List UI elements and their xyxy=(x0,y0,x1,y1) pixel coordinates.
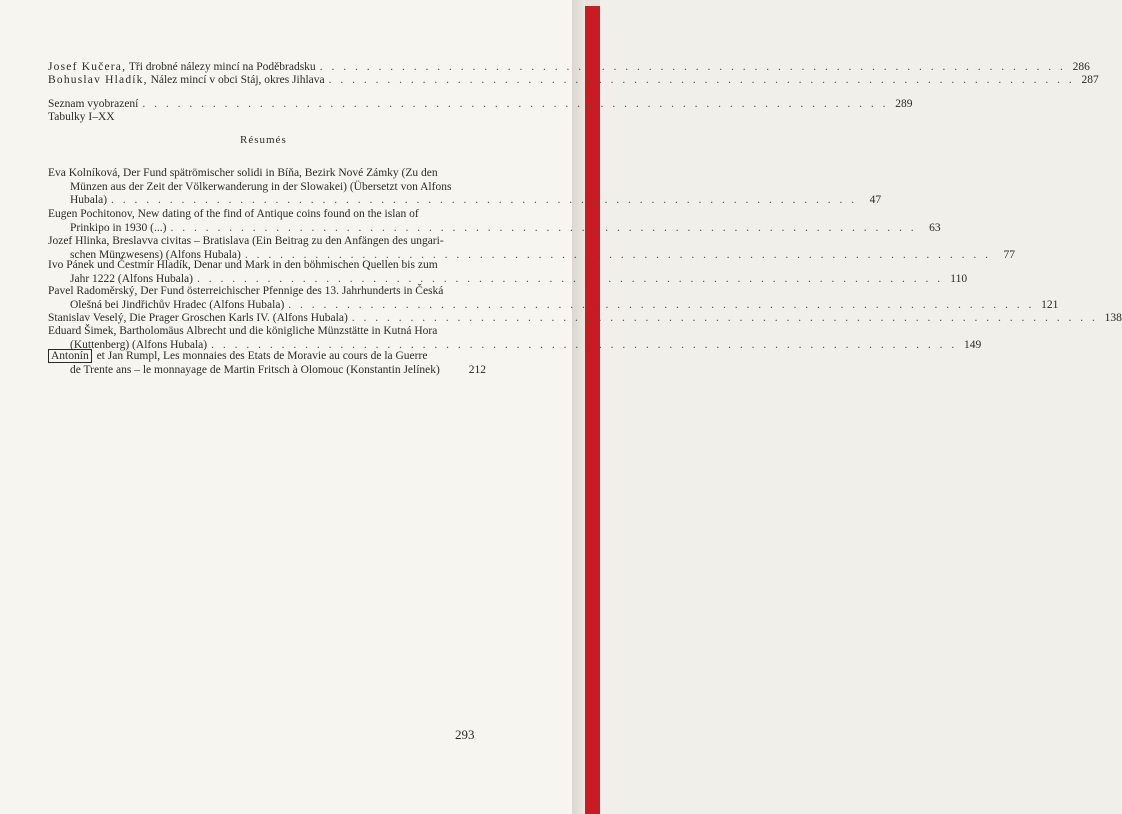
leader-dots: . . . . . . . . . . . . . . . . . . . . . . . . . . . . . . . . . . . . . . . . . . . . . . . . . . . . . . . . . . . . . . . . xyxy=(211,338,958,351)
resumes-heading: Résumés xyxy=(240,134,287,146)
entry-line: Jahr 1222 (Alfons Hubala) xyxy=(70,272,193,285)
entry-line: Prinkipo in 1930 (...) xyxy=(70,221,167,234)
page-number: 287 xyxy=(1081,74,1099,86)
resume-entry[interactable] xyxy=(48,167,882,208)
cover-edge-top xyxy=(585,0,600,6)
toc-entry[interactable] xyxy=(48,61,1090,75)
page-number: 121 xyxy=(1041,298,1059,311)
entry-line: schen Münzwesens) (Alfons Hubala) xyxy=(70,248,241,261)
page-number: 63 xyxy=(929,221,941,234)
leader-dots: . . . . . . . . . . . . . . . . . . . . . . . . . . . . . . . . . . . . . . . . . . . . . . . . . . . . . . . . . . . . . . . . xyxy=(142,98,889,110)
page-edge xyxy=(572,0,585,814)
leader-dots: . . . . . . . . . . . . . . . . . . . . . . . . . . . . . . . . . . . . . . . . . . . . . . . . . . . . . . . . . . . . . . . . xyxy=(288,298,1035,311)
entry-line: Jozef Hlinka, Breslavva civitas – Bratislava (Ein Beitrag zu den Anfängen des ungari- xyxy=(48,235,444,247)
page-number: 149 xyxy=(963,338,982,351)
entry-title: Tři drobné nálezy mincí na Poděbradsku xyxy=(126,61,316,73)
entry-line: Pavel Radoměrský, Der Fund österreichischer Pfennige des 13. Jahrhunderts in Česká xyxy=(48,285,444,297)
leader-dots: . . . . . . . . . . . . . . . . . . . . . . . . . . . . . . . . . . . . . . . . . . . . . . . . . . . . . . . . . . . . . . . . xyxy=(111,194,858,206)
leader-dots: . . . . . . . . . . . . . . . . . . . . . . . . . . . . . . . . . . . . . . . . . . . . . . . . . . . . . . . . . . . . . . . . xyxy=(319,61,1066,73)
folio-number: 293 xyxy=(455,727,475,742)
page-number: 77 xyxy=(1003,248,1015,261)
entry-line: et Jan Rumpl, Les monnaies des Etats de Moravie au cours de la Guerre xyxy=(93,350,428,362)
page-number: 286 xyxy=(1072,61,1090,73)
resume-entry[interactable] xyxy=(48,312,1122,326)
resume-entry[interactable] xyxy=(48,285,1059,312)
entry-line: Eduard Šimek, Bartholomäus Albrecht und die königliche Münzstätte in Kutná Hora xyxy=(48,325,438,337)
resume-entry[interactable] xyxy=(48,325,982,352)
entry-title: Nález mincí v obci Stáj, okres Jihlava xyxy=(147,74,325,86)
resume-entry[interactable] xyxy=(48,350,486,377)
leader-dots: . . . . . . . . . . . . . . . . . . . . . . . . . . . . . . . . . . . . . . . . . . . . . . . . . . . . . . . . . . . . . . . . xyxy=(196,272,944,285)
leader-dots: . . . . . . . . . . . . . . . . . . . . . . . . . . . . . . . . . . . . . . . . . . . . . . . . . . . . . . . . . . . . . . . . xyxy=(170,221,917,234)
page-number: 289 xyxy=(895,98,913,110)
entry-line: (Kuttenberg) (Alfons Hubala) xyxy=(70,338,208,351)
leader-dots: . . . . . . . . . . . . . . . . . . . . . . . . . . . . . . . . . . . . . . . . . . . . . . . . . . . . . . . . . . . . . . . . xyxy=(244,248,991,261)
entry-line: de Trente ans – le monnayage de Martin Fritsch à Olomouc (Konstantin Jelínek) xyxy=(70,363,440,376)
entry-author: Bohuslav Hladík, xyxy=(48,74,148,86)
leader-dots: . . . . . . . . . . . . . . . . . . . . . . . . . . . . . . . . . . . . . . . . . . . . . . . . . . . . . . . . . . . . . . . . xyxy=(351,312,1098,324)
entry-line: Eugen Pochitonov, New dating of the find of Antique coins found on the islan of xyxy=(48,208,419,220)
page-number: 110 xyxy=(950,272,968,285)
resume-entry[interactable] xyxy=(48,208,941,235)
toc-entry[interactable] xyxy=(48,74,1099,88)
resume-entry[interactable] xyxy=(48,235,1015,262)
leader-dots: . . . . . . . . . . . . . . . . . . . . . . . . . . . . . . . . . . . . . . . . . . . . . . . . . . . . . . . . . . . . . . . . xyxy=(328,74,1075,86)
page-number: 47 xyxy=(869,194,882,206)
page-number: 212 xyxy=(468,363,486,376)
entry-line: Hubala) xyxy=(70,194,108,206)
toc-entry[interactable] xyxy=(48,98,913,112)
page-number: 138 xyxy=(1104,312,1122,324)
entry-line: Olešná bei Jindřichův Hradec (Alfons Hubala) xyxy=(70,298,285,311)
cover-edge xyxy=(585,0,600,814)
boxed-author: Antonín xyxy=(48,349,92,363)
entry-line: Ivo Pánek und Čestmír Hladík, Denar und Mark in den böhmischen Quellen bis zum xyxy=(48,259,438,271)
entry-line: Münzen aus der Zeit der Völkerwanderung in der Slowakei) (Übersetzt von Alfons xyxy=(70,180,452,193)
resume-entry[interactable] xyxy=(48,259,968,286)
toc-tabulky[interactable]: Tabulky I–XX xyxy=(48,111,115,123)
entry-title: Seznam vyobrazení xyxy=(48,98,139,110)
entry-line: Stanislav Veselý, Die Prager Groschen Karls IV. (Alfons Hubala) xyxy=(48,312,348,324)
entry-line: Eva Kolníková, Der Fund spätrömischer solidi in Bíňa, Bezirk Nové Zámky (Zu den xyxy=(48,167,438,179)
entry-author: Josef Kučera, xyxy=(48,61,127,73)
